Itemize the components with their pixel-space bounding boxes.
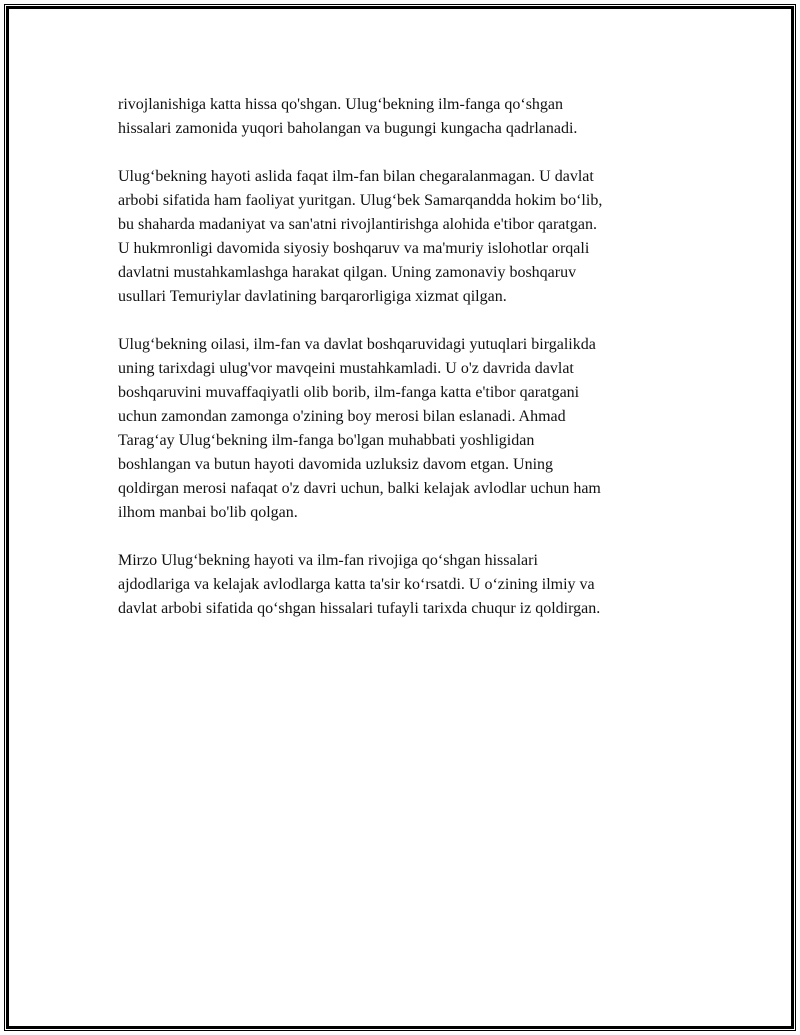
text-line: boshqaruvini muvaffaqiyatli olib borib, ilm-fanga katta e'tibor qaratgani: [118, 384, 580, 401]
text-line: U hukmronligi davomida siyosiy boshqaruv va ma'muriy islohotlar orqali: [118, 240, 590, 257]
paragraph-3: [118, 333, 698, 525]
text-line: rivojlanishiga katta hissa qo'shgan. Ulug‘bekning ilm-fanga qo‘shgan: [118, 96, 564, 113]
text-line: uning tarixdagi ulug'vor mavqeini mustahkamladi. U o'z davrida davlat: [118, 360, 574, 377]
text-line: usullari Temuriylar davlatining barqarorligiga xizmat qilgan.: [118, 288, 507, 305]
text-line: arbobi sifatida ham faoliyat yuritgan. Ulug‘bek Samarqandda hokim bo‘lib,: [118, 192, 603, 209]
text-line: davlat arbobi sifatida qo‘shgan hissalari tufayli tarixda chuqur iz qoldirgan.: [118, 600, 601, 617]
paragraph-4: [118, 549, 698, 621]
text-line: bu shaharda madaniyat va san'atni rivojlantirishga alohida e'tibor qaratgan.: [118, 216, 597, 233]
text-line: davlatni mustahkamlashga harakat qilgan. Uning zamonaviy boshqaruv: [118, 264, 577, 281]
document-body: [118, 93, 698, 645]
text-line: Mirzo Ulug‘bekning hayoti va ilm-fan rivojiga qo‘shgan hissalari: [118, 552, 538, 569]
text-line: ajdodlariga va kelajak avlodlarga katta ta'sir ko‘rsatdi. U o‘zining ilmiy va: [118, 576, 595, 593]
text-line: ilhom manbai bo'lib qolgan.: [118, 504, 298, 521]
text-line: Ulug‘bekning oilasi, ilm-fan va davlat boshqaruvidagi yutuqlari birgalikda: [118, 336, 596, 353]
text-line: Tarag‘ay Ulug‘bekning ilm-fanga bo'lgan muhabbati yoshligidan: [118, 432, 535, 449]
text-line: uchun zamondan zamonga o'zining boy merosi bilan eslanadi. Ahmad: [118, 408, 566, 425]
text-line: Ulug‘bekning hayoti aslida faqat ilm-fan bilan chegaralanmagan. U davlat: [118, 168, 594, 185]
text-line: boshlangan va butun hayoti davomida uzluksiz davom etgan. Uning: [118, 456, 554, 473]
paragraph-2: [118, 165, 698, 309]
text-line: hissalari zamonida yuqori baholangan va bugungi kungacha qadrlanadi.: [118, 120, 578, 137]
text-line: qoldirgan merosi nafaqat o'z davri uchun, balki kelajak avlodlar uchun ham: [118, 480, 601, 497]
paragraph-1: [118, 93, 698, 141]
